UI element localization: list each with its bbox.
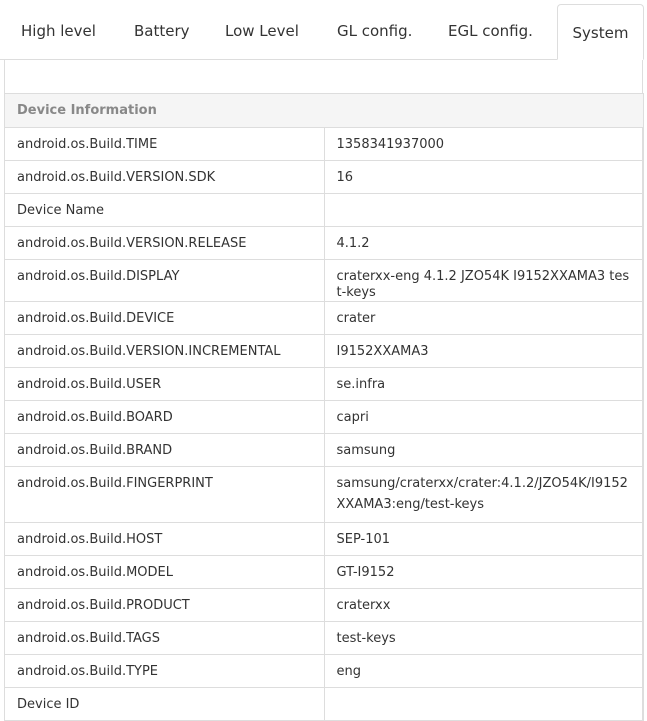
table-row [5, 161, 644, 194]
tab-high-level[interactable]: High level [21, 22, 96, 40]
section-header-row [5, 94, 644, 128]
property-key: android.os.Build.DEVICE [5, 302, 325, 335]
table-row [5, 194, 644, 227]
table-row [5, 523, 644, 556]
property-key: android.os.Build.PRODUCT [5, 589, 325, 622]
property-value: GT-I9152 [324, 556, 644, 589]
property-value: crater [324, 302, 644, 335]
property-key: android.os.Build.TIME [5, 128, 325, 161]
table-row [5, 401, 644, 434]
tab-battery[interactable]: Battery [134, 22, 190, 40]
table-row [5, 622, 644, 655]
property-value: 1358341937000 [324, 128, 644, 161]
table-row [5, 467, 644, 523]
property-value [324, 194, 644, 227]
property-value: craterxx [324, 589, 644, 622]
tab-system[interactable]: System [557, 4, 644, 60]
property-value: I9152XXAMA3 [324, 335, 644, 368]
section-title: Device Information [5, 94, 644, 128]
tab-low-level[interactable]: Low Level [225, 22, 299, 40]
table-row [5, 434, 644, 467]
property-key: android.os.Build.TYPE [5, 655, 325, 688]
property-value: eng [324, 655, 644, 688]
table-row [5, 655, 644, 688]
table-row [5, 128, 644, 161]
property-value: 16 [324, 161, 644, 194]
table-row [5, 368, 644, 401]
property-value: craterxx-eng 4.1.2 JZO54K I9152XXAMA3 test-keys [324, 260, 644, 302]
property-key: android.os.Build.VERSION.RELEASE [5, 227, 325, 260]
table-row [5, 260, 644, 302]
property-key: android.os.Build.TAGS [5, 622, 325, 655]
table-row [5, 227, 644, 260]
property-key: android.os.Build.MODEL [5, 556, 325, 589]
property-key: android.os.Build.HOST [5, 523, 325, 556]
table-row [5, 688, 644, 721]
table-row [5, 556, 644, 589]
property-key: android.os.Build.VERSION.INCREMENTAL [5, 335, 325, 368]
tab-egl-config[interactable]: EGL config. [448, 22, 533, 40]
property-key: android.os.Build.VERSION.SDK [5, 161, 325, 194]
property-value [324, 688, 644, 721]
property-value: samsung [324, 434, 644, 467]
property-key: Device Name [5, 194, 325, 227]
property-key: android.os.Build.DISPLAY [5, 260, 325, 302]
property-key: android.os.Build.FINGERPRINT [5, 467, 325, 523]
table-row [5, 335, 644, 368]
property-value: 4.1.2 [324, 227, 644, 260]
property-key: android.os.Build.USER [5, 368, 325, 401]
property-value: se.infra [324, 368, 644, 401]
tab-gl-config[interactable]: GL config. [337, 22, 413, 40]
property-value: samsung/craterxx/crater:4.1.2/JZO54K/I9152XXAMA3:eng/test-keys [324, 467, 644, 523]
property-value: SEP-101 [324, 523, 644, 556]
property-value: capri [324, 401, 644, 434]
property-value: test-keys [324, 622, 644, 655]
property-key: Device ID [5, 688, 325, 721]
device-info-table [4, 93, 644, 721]
property-key: android.os.Build.BOARD [5, 401, 325, 434]
table-row [5, 302, 644, 335]
tab-bar [0, 0, 647, 60]
table-row [5, 589, 644, 622]
property-key: android.os.Build.BRAND [5, 434, 325, 467]
